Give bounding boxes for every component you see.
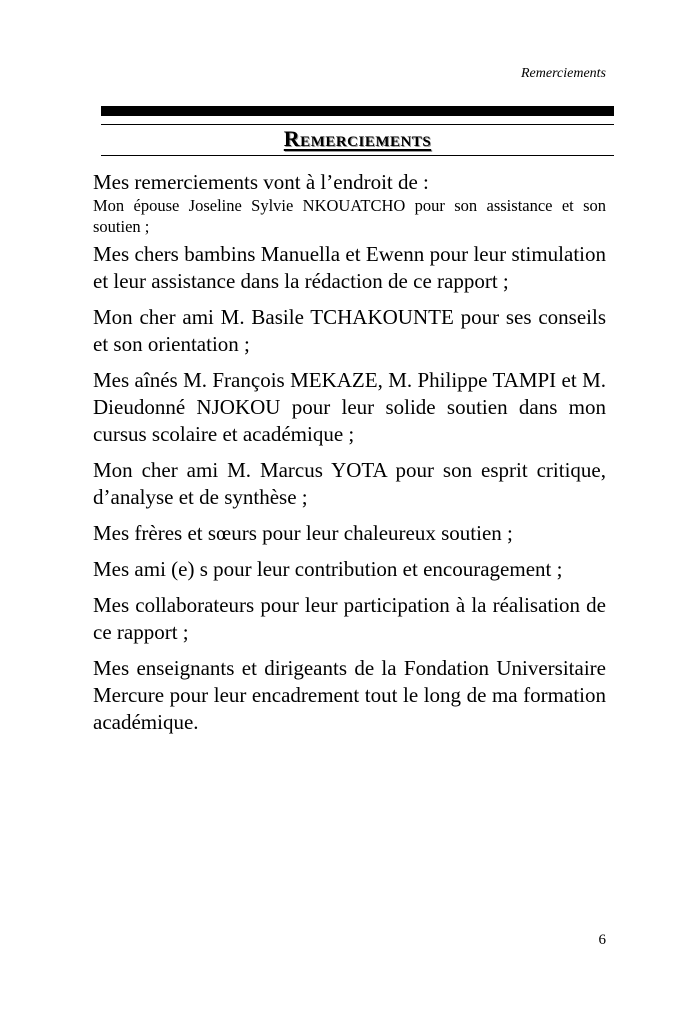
- intro-line: Mes remerciements vont à l’endroit de :: [93, 170, 429, 194]
- running-header: Remerciements: [521, 66, 606, 81]
- page-number: 6: [598, 932, 606, 948]
- acknowledgement-item: Mes aînés M. François MEKAZE, M. Philippe TAMPI et M. Dieudonné NJOKOU pour leur solide soutien dans mon cursus scolaire et académique ;: [93, 368, 606, 446]
- acknowledgement-item: Mon cher ami M. Basile TCHAKOUNTE pour ses conseils et son orientation ;: [93, 305, 606, 356]
- title-top-rule: [101, 124, 614, 125]
- acknowledgement-item: Mon cher ami M. Marcus YOTA pour son esprit critique, d’analyse et de synthèse ;: [93, 458, 606, 509]
- acknowledgement-item: Mon épouse Joseline Sylvie NKOUATCHO pour son assistance et son soutien ;: [93, 196, 606, 236]
- title-bottom-rule: [101, 155, 614, 156]
- section-title: Remerciements: [283, 126, 432, 151]
- title-thick-rule: [101, 106, 614, 116]
- acknowledgement-item: Mes ami (e) s pour leur contribution et encouragement ;: [93, 557, 563, 581]
- acknowledgement-item: Mes frères et sœurs pour leur chaleureux soutien ;: [93, 521, 513, 545]
- acknowledgements-body: [93, 170, 606, 745]
- acknowledgement-item: Mes chers bambins Manuella et Ewenn pour leur stimulation et leur assistance dans la rédaction de ce rapport ;: [93, 242, 606, 293]
- acknowledgement-item: Mes collaborateurs pour leur participation à la réalisation de ce rapport ;: [93, 593, 606, 644]
- acknowledgement-item: Mes enseignants et dirigeants de la Fondation Universitaire Mercure pour leur encadrement tout le long de ma formation académique.: [93, 656, 606, 734]
